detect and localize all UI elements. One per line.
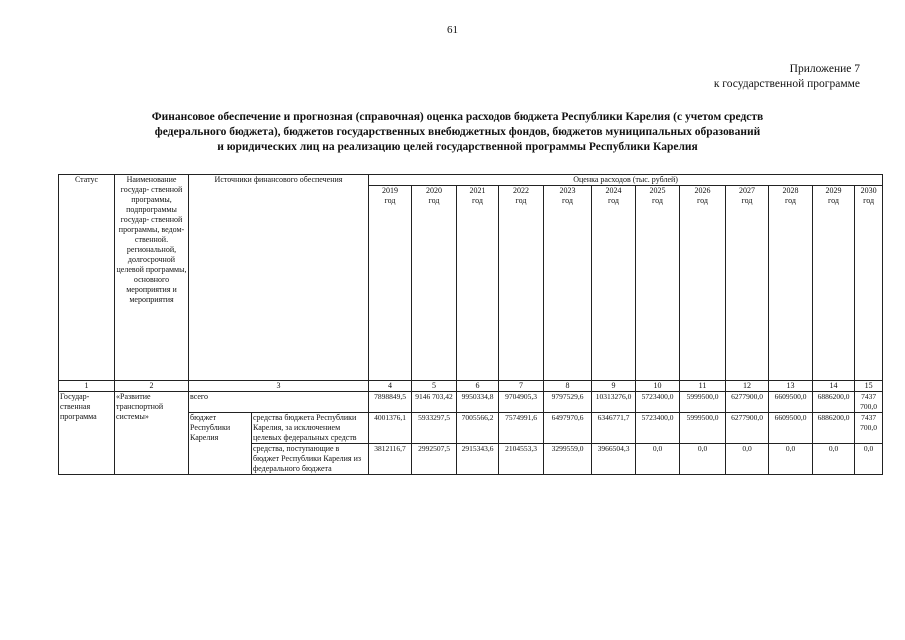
value-cell: 6609500,0: [769, 413, 813, 444]
title-line-2: федерального бюджета), бюджетов государственных внебюджетных фондов, бюджетов муниципальных образований: [154, 126, 761, 138]
column-number: 5: [412, 381, 457, 392]
column-number: 3: [189, 381, 369, 392]
column-number: 4: [369, 381, 412, 392]
value-cell: 6609500,0: [769, 392, 813, 413]
table-row-total: [59, 392, 883, 413]
source-label: средства, поступающие в бюджет Республики Карелия из федерального бюджета: [252, 444, 369, 475]
appendix-caption: [714, 62, 860, 92]
value-cell: 7005566,2: [457, 413, 499, 444]
value-cell: 5999500,0: [680, 392, 726, 413]
year-header: 2030 год: [855, 186, 883, 381]
value-cell: 3966504,3: [592, 444, 636, 475]
value-cell: 7898849,5: [369, 392, 412, 413]
year-header: 2025 год: [636, 186, 680, 381]
value-cell: 0,0: [680, 444, 726, 475]
value-cell: 0,0: [636, 444, 680, 475]
value-cell: 6346771,7: [592, 413, 636, 444]
value-cell: 9704905,3: [499, 392, 544, 413]
value-cell: 9950334,8: [457, 392, 499, 413]
column-number: 2: [115, 381, 189, 392]
appendix-line-2: к государственной программе: [713, 78, 860, 90]
value-cell: 6886200,0: [813, 413, 855, 444]
value-cell: 3299559,0: [544, 444, 592, 475]
value-cell: 2915343,6: [457, 444, 499, 475]
program-name-cell: «Развитие транспортной системы»: [115, 392, 189, 475]
column-number: 1: [59, 381, 115, 392]
value-cell: 7437 700,0: [855, 413, 883, 444]
source-label: средства бюджета Республики Карелия, за исключением целевых федеральных средств: [252, 413, 369, 444]
value-cell: 2992507,5: [412, 444, 457, 475]
value-cell: 5723400,0: [636, 413, 680, 444]
column-number: 9: [592, 381, 636, 392]
column-number: 8: [544, 381, 592, 392]
value-cell: 6277900,0: [726, 392, 769, 413]
value-cell: 6886200,0: [813, 392, 855, 413]
column-number: 6: [457, 381, 499, 392]
value-cell: 7437 700,0: [855, 392, 883, 413]
header-funding-sources: Источники финансового обеспечения: [189, 175, 369, 381]
year-header: 2023 год: [544, 186, 592, 381]
value-cell: 5933297,5: [412, 413, 457, 444]
value-cell: 6277900,0: [726, 413, 769, 444]
year-header: 2028 год: [769, 186, 813, 381]
value-cell: 5999500,0: [680, 413, 726, 444]
year-header: 2026 год: [680, 186, 726, 381]
page-number: 61: [447, 24, 458, 36]
source-label: всего: [189, 392, 369, 413]
title-line-1: Финансовое обеспечение и прогнозная (справочная) оценка расходов бюджета Республики Карелия (с учетом средств: [151, 111, 764, 123]
status-cell: Государ- ственная программа: [59, 392, 115, 475]
header-expense-estimate: Оценка расходов (тыс. рублей): [369, 175, 883, 186]
value-cell: 0,0: [726, 444, 769, 475]
value-cell: 10313276,0: [592, 392, 636, 413]
value-cell: 0,0: [855, 444, 883, 475]
financing-table: [58, 174, 883, 475]
column-number: 11: [680, 381, 726, 392]
value-cell: 2104553,3: [499, 444, 544, 475]
title-line-3: и юридических лиц на реализацию целей государственной программы Республики Карелия: [217, 141, 698, 153]
header-program-name: Наименование государ- ственной программы, подпрограммы государ- ственной программы, ведом- ственной. региональной, долгосрочной целевой программы, основного мероприятия и мероприятия: [115, 175, 189, 381]
column-number: 14: [813, 381, 855, 392]
value-cell: 9146 703,42: [412, 392, 457, 413]
document-title: [60, 110, 855, 155]
value-cell: 4001376,1: [369, 413, 412, 444]
value-cell: 7574991,6: [499, 413, 544, 444]
year-header: 2024 год: [592, 186, 636, 381]
year-header: 2029 год: [813, 186, 855, 381]
source-group-label: бюджет Республики Карелия: [189, 413, 252, 475]
column-number-row: [59, 381, 883, 392]
value-cell: 0,0: [769, 444, 813, 475]
year-header: 2019 год: [369, 186, 412, 381]
value-cell: 9797529,6: [544, 392, 592, 413]
appendix-line-1: Приложение 7: [789, 63, 860, 75]
column-number: 10: [636, 381, 680, 392]
column-number: 13: [769, 381, 813, 392]
year-header: 2020 год: [412, 186, 457, 381]
value-cell: 6497970,6: [544, 413, 592, 444]
value-cell: 5723400,0: [636, 392, 680, 413]
year-header: 2027 год: [726, 186, 769, 381]
column-number: 12: [726, 381, 769, 392]
column-number: 15: [855, 381, 883, 392]
year-header: 2021 год: [457, 186, 499, 381]
value-cell: 0,0: [813, 444, 855, 475]
value-cell: 3812116,7: [369, 444, 412, 475]
year-header: 2022 год: [499, 186, 544, 381]
header-status: Статус: [59, 175, 115, 381]
column-number: 7: [499, 381, 544, 392]
